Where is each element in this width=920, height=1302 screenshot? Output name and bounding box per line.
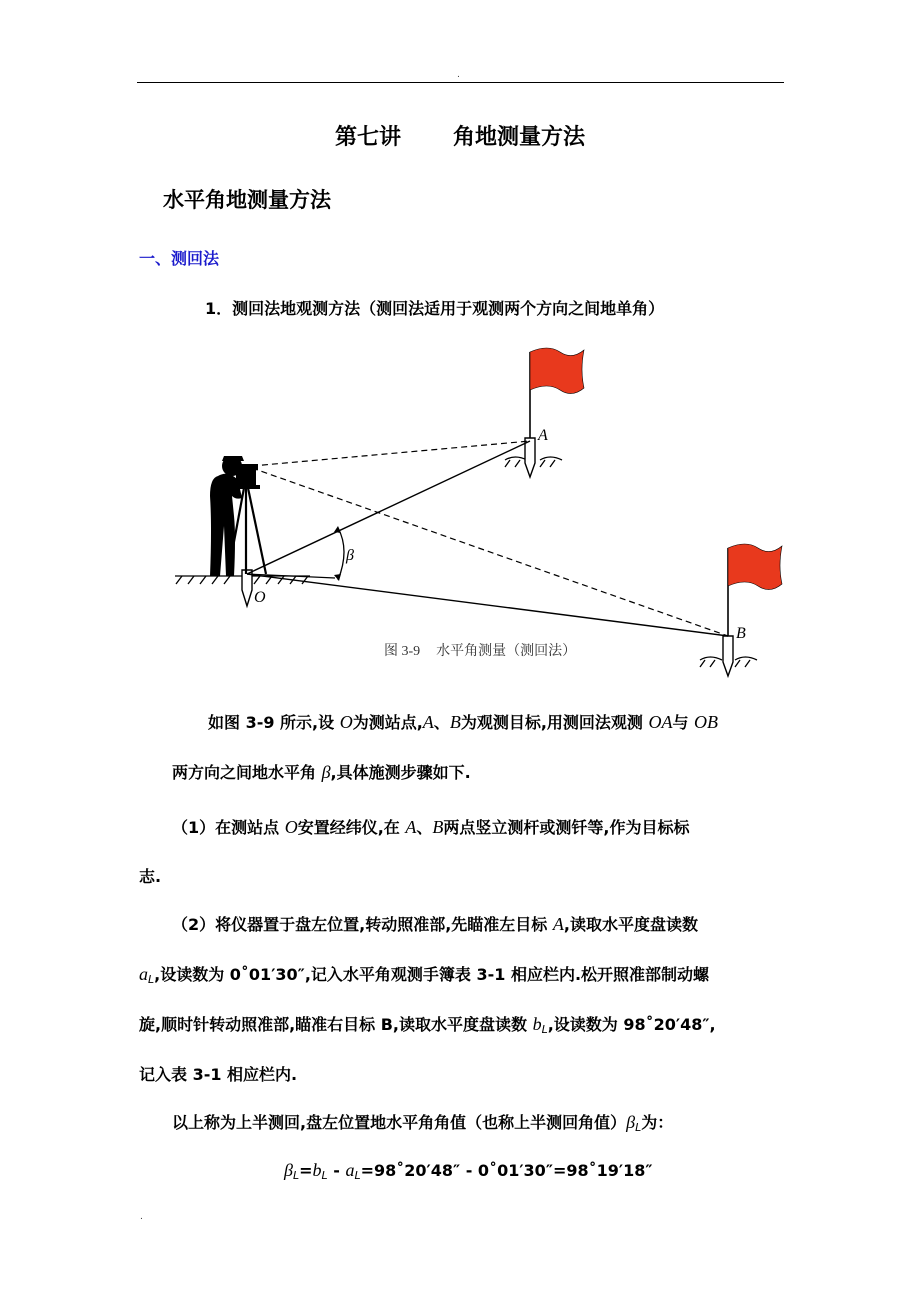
flag-a: [530, 348, 584, 394]
figure-caption: [384, 640, 576, 660]
stake-o: [242, 570, 252, 606]
para-1-line-2: 两方向之间地水平角 β,具体施测步骤如下.: [172, 762, 471, 782]
sight-a: [252, 441, 530, 466]
step-2-line-3: 旋,顺时针转动照准部,瞄准右目标 B,读取水平度盘读数 $b_L$,设读数为 98˚20′48″,: [139, 1014, 716, 1036]
title-topic: 角地测量方法: [453, 125, 586, 150]
line-ob: [247, 574, 728, 636]
title-lecture: 第七讲: [334, 125, 401, 150]
subsection-title: 一、测回法: [139, 249, 220, 268]
sight-b: [252, 468, 728, 636]
flag-b: [728, 544, 782, 590]
summary-line: 以上称为上半测回,盘左位置地水平角角值（也称上半测回角值）$\beta_L$为：: [172, 1112, 674, 1134]
label-b: B: [736, 625, 746, 642]
page-title: [0, 120, 920, 151]
equation: $\beta_L=b_L$ - $a_L=98˚20'48''$ - 0˚01′30″=98˚19′18″: [284, 1160, 653, 1182]
caption-text: 水平角测量（测回法）: [436, 644, 577, 659]
caption-number: 图 3-9: [384, 644, 421, 659]
header-dot: .: [457, 70, 460, 80]
label-a: A: [538, 427, 548, 444]
para-1-line-1: 如图 3-9 所示,设 O为测站点,A、B为观测目标,用测回法观测 OA与 OB: [208, 712, 719, 732]
step-2-line-2: $a_L$,设读数为 0˚01′30″,记入水平角观测手簿表 3-1 相应栏内.松开照准部制动螺: [139, 964, 710, 986]
step-1-line-2: 志.: [139, 867, 162, 886]
label-o: O: [254, 589, 266, 606]
method-heading: 1．测回法地观测方法（测回法适用于观测两个方向之间地单角）: [205, 299, 665, 318]
label-beta: β: [346, 547, 354, 564]
step-2-line-1: （2）将仪器置于盘左位置,转动照准部,先瞄准左目标 A,读取水平度盘读数: [172, 914, 698, 934]
stake-b: [723, 636, 733, 676]
angle-arc: [338, 528, 344, 580]
step-1-line-1: （1）在测站点 O安置经纬仪,在 A、B两点竖立测杆或测钎等,作为目标标: [172, 817, 690, 837]
figure-horizontal-angle: [160, 338, 800, 683]
header-rule: [137, 82, 784, 83]
stake-a: [525, 438, 535, 477]
step-2-line-4: 记入表 3-1 相应栏内.: [139, 1065, 298, 1084]
section-title: 水平角地测量方法: [163, 188, 331, 212]
line-oa: [247, 441, 530, 574]
footer-dot: .: [140, 1212, 143, 1222]
